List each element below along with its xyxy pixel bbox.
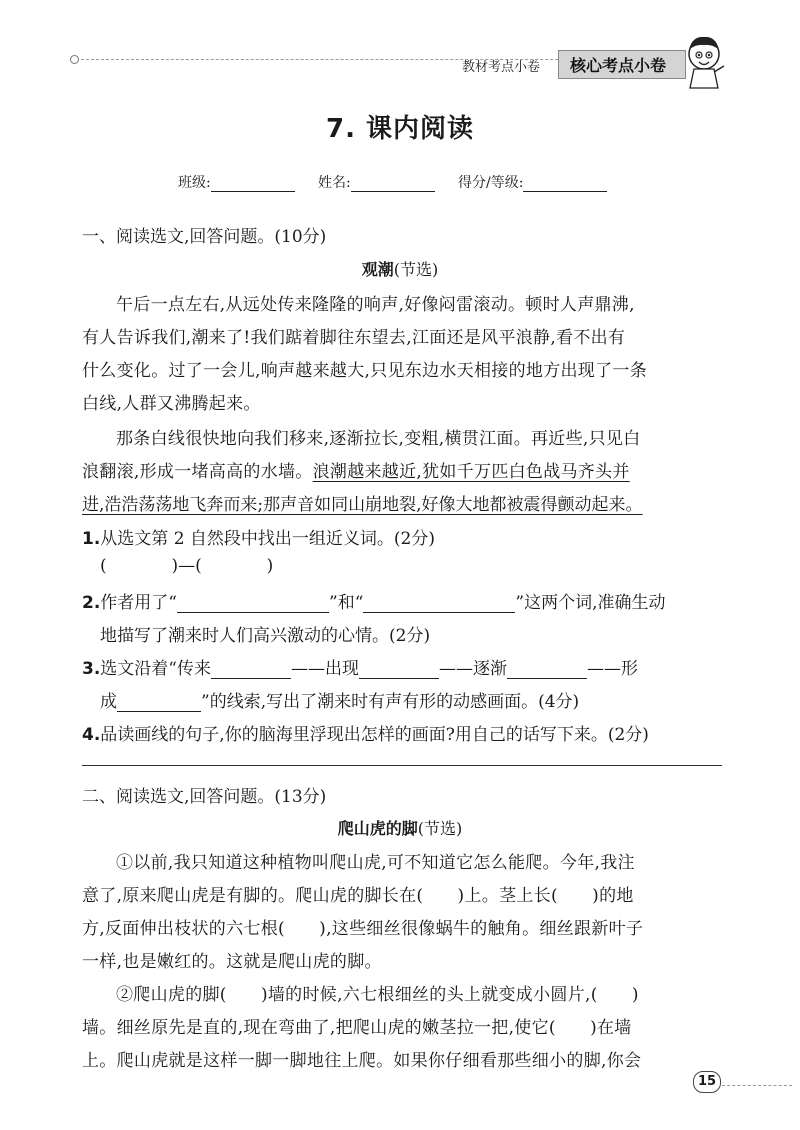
question-2 — [82, 588, 722, 613]
name-blank[interactable] — [351, 177, 435, 192]
paragraph-line: 墙。细丝原先是直的,现在弯曲了,把爬山虎的嫩茎拉一把,使它( )在墙 — [82, 1018, 632, 1038]
score-blank[interactable] — [523, 177, 607, 192]
class-label: 班级: — [178, 175, 211, 191]
question-number: 3. — [82, 659, 101, 679]
q2-blank-1[interactable] — [177, 596, 329, 613]
paragraph-line: 那条白线很快地向我们移来,逐渐拉长,变粗,横贯江面。再近些,只见白 — [116, 429, 641, 449]
question-3 — [82, 654, 722, 679]
question-text: ”这两个词,准确生动 — [515, 593, 666, 613]
paragraph-line: ②爬山虎的脚( )墙的时候,六七根细丝的头上就变成小圆片,( ) — [116, 985, 639, 1005]
question-4 — [82, 720, 722, 745]
paragraph-line: 一样,也是嫩红的。这就是爬山虎的脚。 — [82, 952, 382, 972]
question-text: 成 — [100, 692, 117, 712]
question-number: 2. — [82, 593, 101, 613]
question-text: ——形 — [587, 659, 638, 679]
page-number: 15 — [693, 1071, 721, 1093]
question-text: 作者用了“ — [100, 593, 177, 613]
q2-blank-2[interactable] — [363, 596, 515, 613]
question-2-line2: 地描写了潮来时人们高兴激动的心情。(2分) — [100, 626, 431, 646]
paragraph-line: ①以前,我只知道这种植物叫爬山虎,可不知道它怎么能爬。今年,我注 — [116, 853, 635, 873]
question-text: 选文沿着“传来 — [100, 659, 211, 679]
q3-blank-1[interactable] — [211, 662, 291, 679]
section2-passage-title — [0, 816, 800, 839]
paragraph-line: 意了,原来爬山虎是有脚的。爬山虎的脚长在( )上。茎上长( )的地 — [82, 886, 634, 906]
paragraph-line: 什么变化。过了一会儿,响声越来越大,只见东边水天相接的地方出现了一条 — [82, 361, 648, 381]
paragraph-line-mixed — [82, 457, 722, 482]
question-1 — [82, 524, 722, 549]
question-text: ”和“ — [329, 593, 364, 613]
class-blank[interactable] — [211, 177, 295, 192]
paragraph-line: 午后一点左右,从远处传来隆隆的响声,好像闷雷滚动。顿时人声鼎沸, — [116, 295, 635, 315]
question-text: ——逐渐 — [439, 659, 507, 679]
passage-note: (节选) — [393, 260, 439, 279]
section2-heading: 二、阅读选文,回答问题。(13分) — [82, 787, 327, 807]
passage-note: (节选) — [417, 819, 463, 838]
q3-blank-2[interactable] — [359, 662, 439, 679]
question-text: ”的线索,写出了潮来时有声有形的动感画面。(4分) — [201, 692, 580, 712]
header-tag-main: 核心考点小卷 — [570, 56, 667, 75]
underlined-sentence-part2: 进,浩浩荡荡地飞奔而来;那声音如同山崩地裂,好像大地都被震得颤动起来。 — [82, 495, 643, 515]
paragraph-line: 白线,人群又沸腾起来。 — [82, 394, 261, 414]
q3-blank-4[interactable] — [117, 695, 201, 712]
footer-dashed-line — [722, 1085, 792, 1086]
section1-passage-title — [0, 257, 800, 280]
underlined-sentence-part1: 浪潮越来越近,犹如千万匹白色战马齐头并 — [312, 462, 630, 482]
question-number: 4. — [82, 725, 101, 745]
score-label: 得分/等级: — [458, 175, 524, 191]
header-tag-small: 教材考点小卷 — [462, 60, 541, 75]
question-4-answer-line[interactable] — [82, 765, 722, 766]
paragraph-line: 有人告诉我们,潮来了!我们踮着脚往东望去,江面还是风平浪静,看不出有 — [82, 328, 626, 348]
question-3-line2 — [100, 687, 740, 712]
paragraph-line: 上。爬山虎就是这样一脚一脚地往上爬。如果你仔细看那些细小的脚,你会 — [82, 1051, 642, 1071]
q3-blank-3[interactable] — [507, 662, 587, 679]
page-title: 7. 课内阅读 — [325, 114, 475, 144]
question-1-answer-blank[interactable]: ( )—( ) — [100, 556, 274, 576]
question-text: ——出现 — [291, 659, 359, 679]
class-field[interactable] — [178, 172, 295, 192]
header-dashed-line — [76, 59, 628, 60]
name-label: 姓名: — [318, 175, 351, 191]
paragraph-line: 方,反面伸出枝状的六七根( ),这些细丝很像蜗牛的触角。细丝跟新叶子 — [82, 919, 644, 939]
question-number: 1. — [82, 529, 101, 549]
name-field[interactable] — [318, 172, 435, 192]
score-field[interactable] — [458, 172, 607, 192]
passage-title-text: 爬山虎的脚 — [337, 819, 418, 838]
header-circle-icon — [70, 55, 79, 64]
section1-heading: 一、阅读选文,回答问题。(10分) — [82, 227, 327, 247]
mascot-boy-icon — [680, 32, 728, 96]
question-text: 从选文第 2 自然段中找出一组近义词。(2分) — [100, 529, 436, 549]
question-text: 品读画线的句子,你的脑海里浮现出怎样的画面?用自己的话写下来。(2分) — [100, 725, 649, 745]
passage-title-text: 观潮 — [361, 260, 394, 279]
paragraph-text: 浪翻滚,形成一堵高高的水墙。 — [82, 462, 313, 482]
